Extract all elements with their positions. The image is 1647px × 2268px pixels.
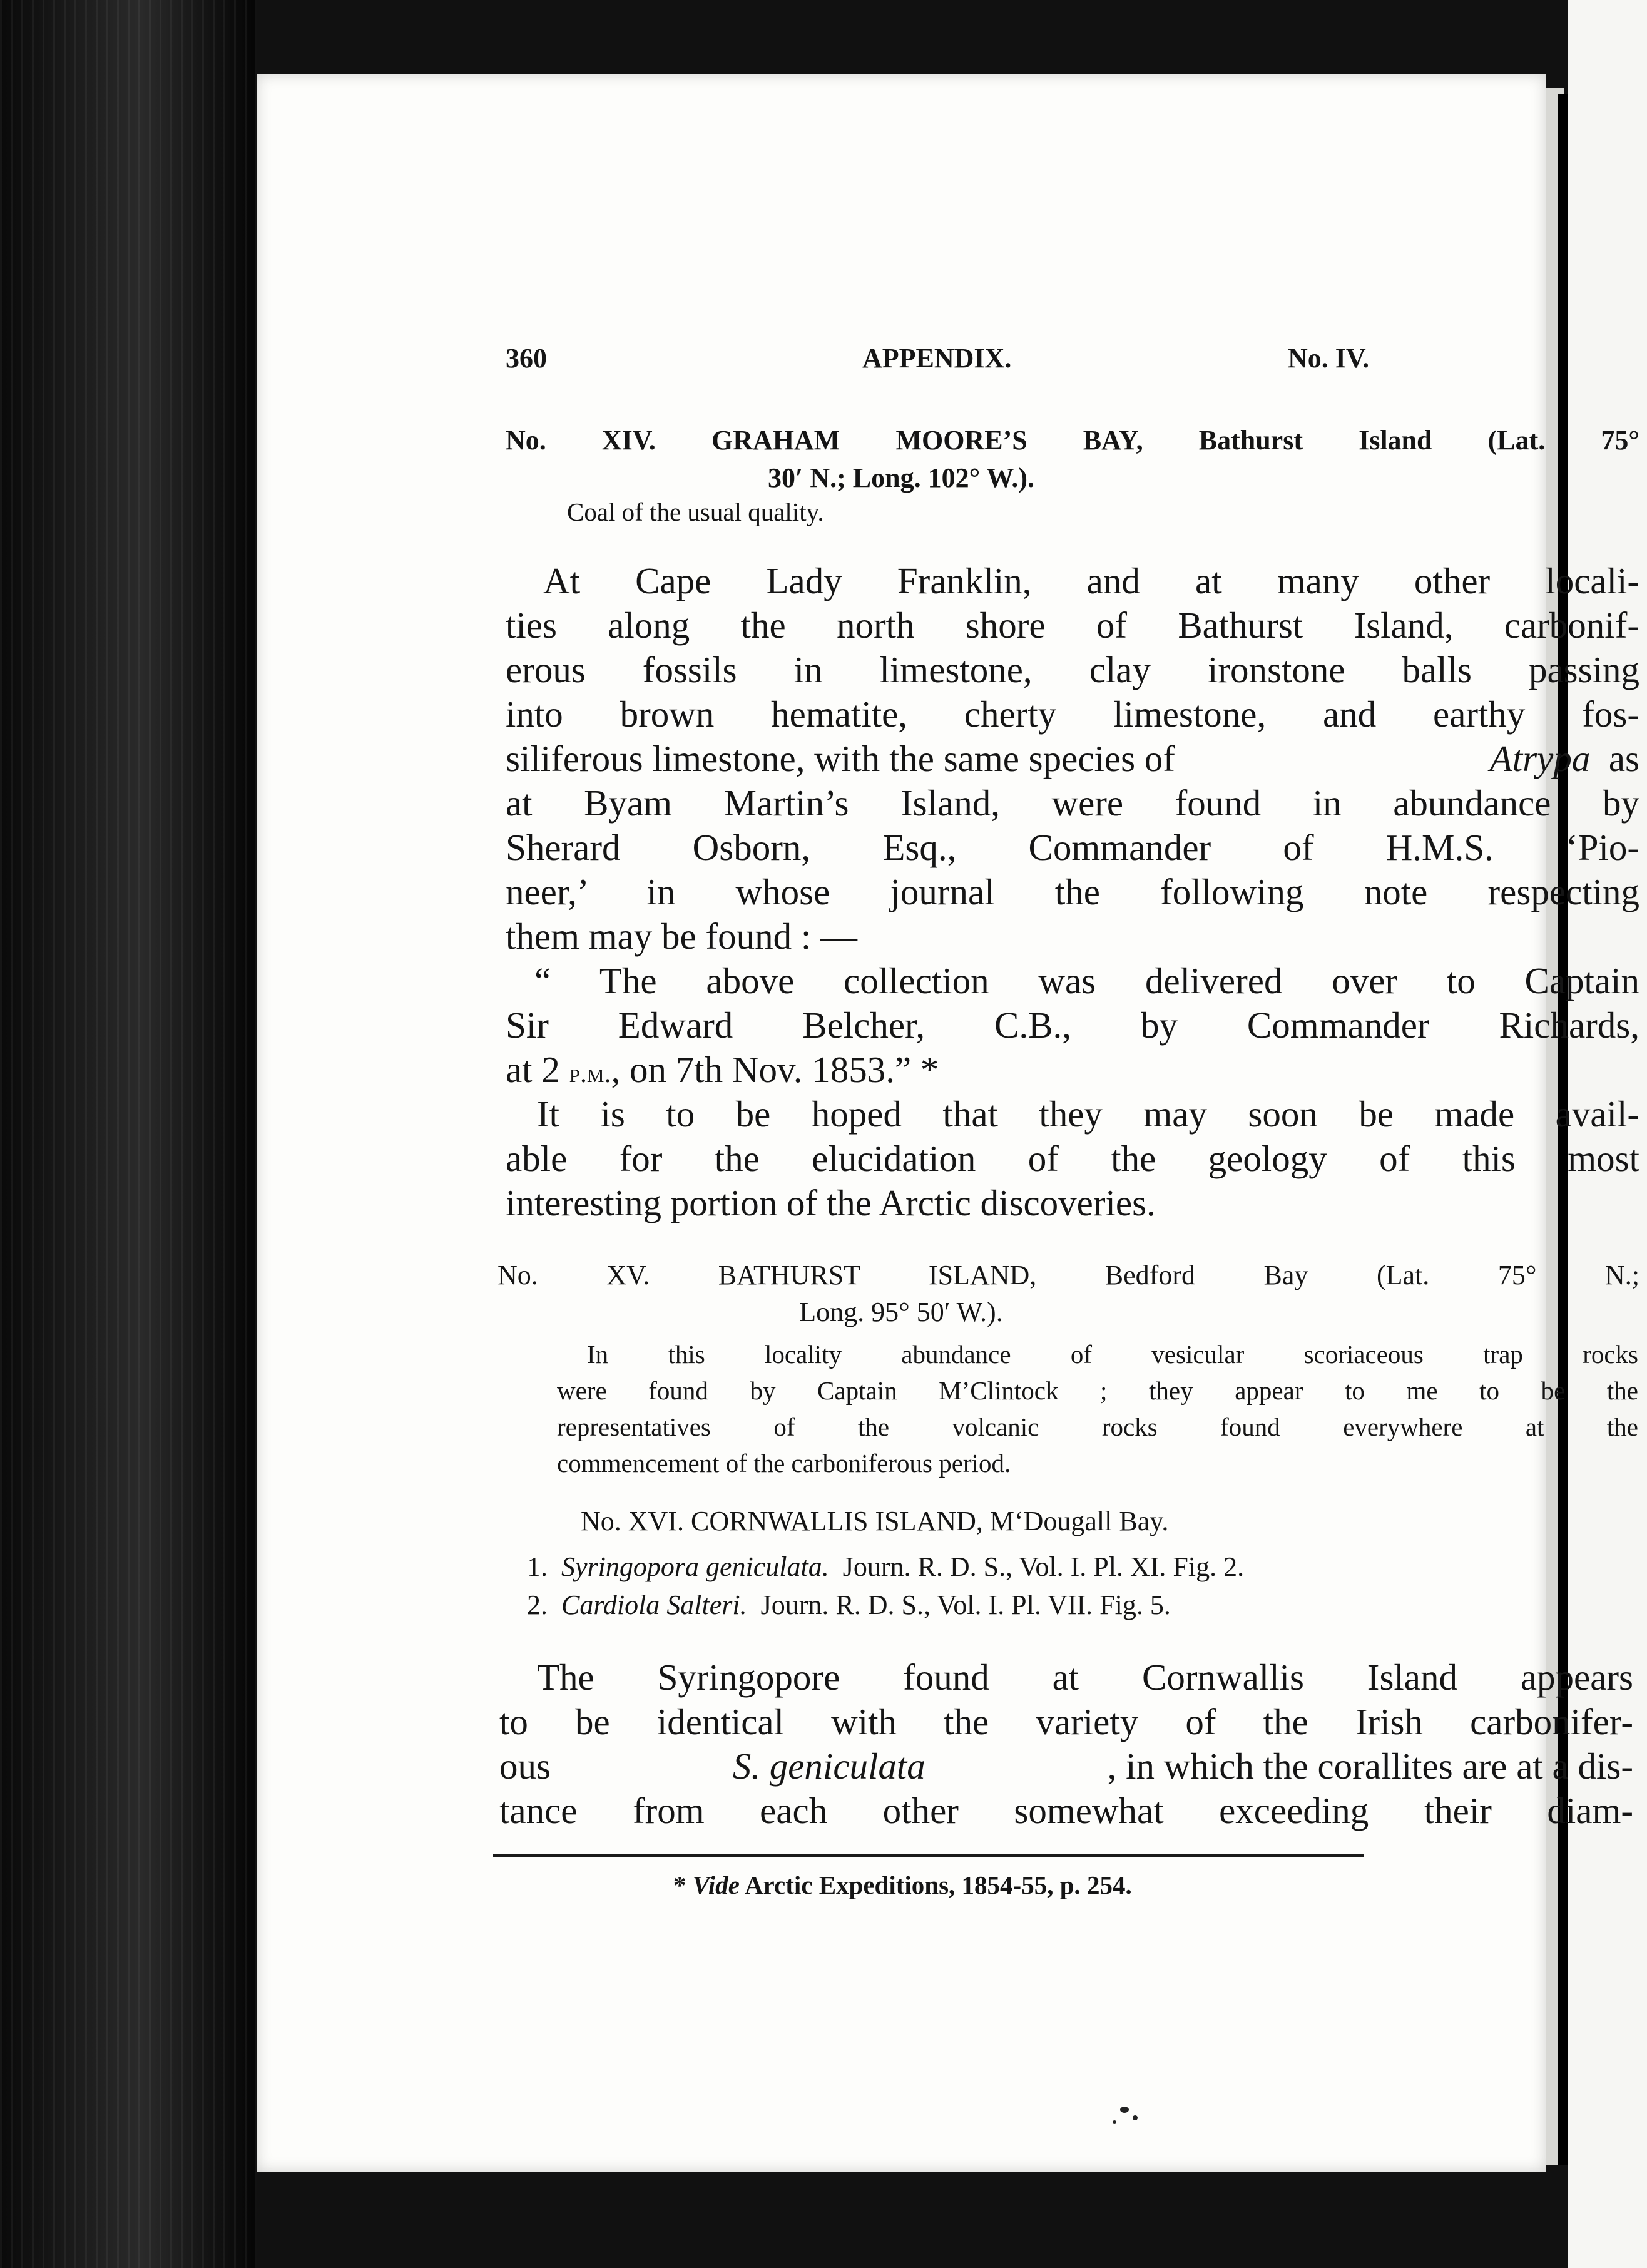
section-xv-note-line-last: commencement of the carboniferous period. [557, 1449, 1011, 1478]
para2-line-last: interesting portion of the Arctic discoveries. [506, 1182, 1156, 1223]
running-title: APPENDIX. [862, 343, 1012, 374]
scan-speck [1133, 2115, 1138, 2120]
para3-ous: ous [499, 1745, 551, 1787]
quote-pm: p.m. [569, 1058, 611, 1088]
footnote-rule [493, 1854, 1364, 1857]
footnote-text: Arctic Expeditions, 1854-55, p. 254. [744, 1871, 1132, 1899]
item-species: Syringopora geniculata. [561, 1551, 829, 1582]
footnote-star: * [673, 1871, 686, 1899]
para3-line4: tance from each other somewhat exceeding their diam- [499, 1790, 1633, 1831]
section-xv-note-line: representatives of the volcanic rocks found everywhere at the [557, 1412, 1638, 1441]
section-xv-note-line: In this locality abundance of vesicular scoriaceous trap rocks [587, 1340, 1638, 1369]
para1-line-with-genus [506, 737, 1639, 781]
para1-line-text: siliferous limestone, with the same species of [506, 738, 1175, 779]
section-xiv-heading-line2: 30′ N.; Long. 102° W.). [767, 462, 1035, 493]
footnote-vide: Vide [692, 1871, 740, 1899]
para3-line3 [499, 1744, 1633, 1789]
item-species: Cardiola Salteri. [561, 1590, 747, 1620]
item-reference: Journ. R. D. S., Vol. I. Pl. VII. Fig. 5. [760, 1590, 1171, 1620]
spine-texture [0, 0, 257, 2268]
book-page [257, 74, 1639, 2172]
section-xv-heading-line1: No. XV. BATHURST ISLAND, Bedford Bay (Lat. 75° N.; [497, 1260, 1639, 1290]
section-xiv-heading-line1: No. XIV. GRAHAM MOORE’S BAY, Bathurst Island (Lat. 75° [506, 425, 1639, 456]
scan-speck [1120, 2107, 1129, 2113]
para1-line: neer,’ in whose journal the following note respecting [506, 871, 1639, 912]
para2-line: able for the elucidation of the geology of this most [506, 1138, 1639, 1179]
para1-line: ties along the north shore of Bathurst Island, carbonif- [506, 605, 1639, 646]
item-number: 1. [527, 1551, 548, 1582]
footnote [673, 1867, 1132, 1903]
para1-line: erous fossils in limestone, clay ironstone balls passing [506, 649, 1639, 690]
para1-line: At Cape Lady Franklin, and at many other locali- [543, 560, 1639, 601]
para3-line3-rest: , in which the corallites are at a dis- [1107, 1745, 1633, 1787]
para1-line: into brown hematite, cherty limestone, and earthy fos- [506, 693, 1639, 735]
genus-atrypa: Atrypa [1489, 738, 1591, 779]
species-s-geniculata: S. geniculata [732, 1745, 925, 1787]
para3-line2: to be identical with the variety of the Irish carbonifer- [499, 1701, 1633, 1742]
quote-time-prefix: at 2 [506, 1049, 560, 1090]
section-xiv-note: Coal of the usual quality. [567, 498, 824, 526]
para1-line: at Byam Martin’s Island, were found in abundance by [506, 782, 1639, 824]
section-number: No. IV. [1288, 343, 1370, 374]
para3-line1: The Syringopore found at Cornwallis Island appears [537, 1657, 1633, 1698]
quote-line1: “ The above collection was delivered over to Captain [534, 960, 1639, 1001]
para1-line-as: as [1608, 738, 1639, 779]
item-reference: Journ. R. D. S., Vol. I. Pl. XI. Fig. 2. [842, 1551, 1245, 1582]
section-xvi-item-1 [527, 1549, 1244, 1585]
para1-line-last: them may be found : — [506, 916, 858, 957]
item-number: 2. [527, 1590, 548, 1620]
quote-line3 [506, 1048, 939, 1095]
section-xv-heading-line2: Long. 95° 50′ W.). [799, 1297, 1003, 1327]
section-xvi-heading: No. XVI. CORNWALLIS ISLAND, M‘Dougall Bay. [581, 1506, 1169, 1536]
page-number: 360 [506, 343, 547, 374]
para1-line: Sherard Osborn, Esq., Commander of H.M.S. ‘Pio- [506, 827, 1639, 868]
section-xv-note-line: were found by Captain M’Clintock ; they appear to me to be the [557, 1376, 1638, 1405]
para2-line: It is to be hoped that they may soon be made avail- [537, 1093, 1639, 1135]
quote-date: , on 7th Nov. 1853.” * [611, 1049, 939, 1090]
quote-line2: Sir Edward Belcher, C.B., by Commander Richards, [506, 1004, 1639, 1046]
scan-speck [1113, 2120, 1116, 2124]
section-xvi-item-2 [527, 1587, 1171, 1623]
